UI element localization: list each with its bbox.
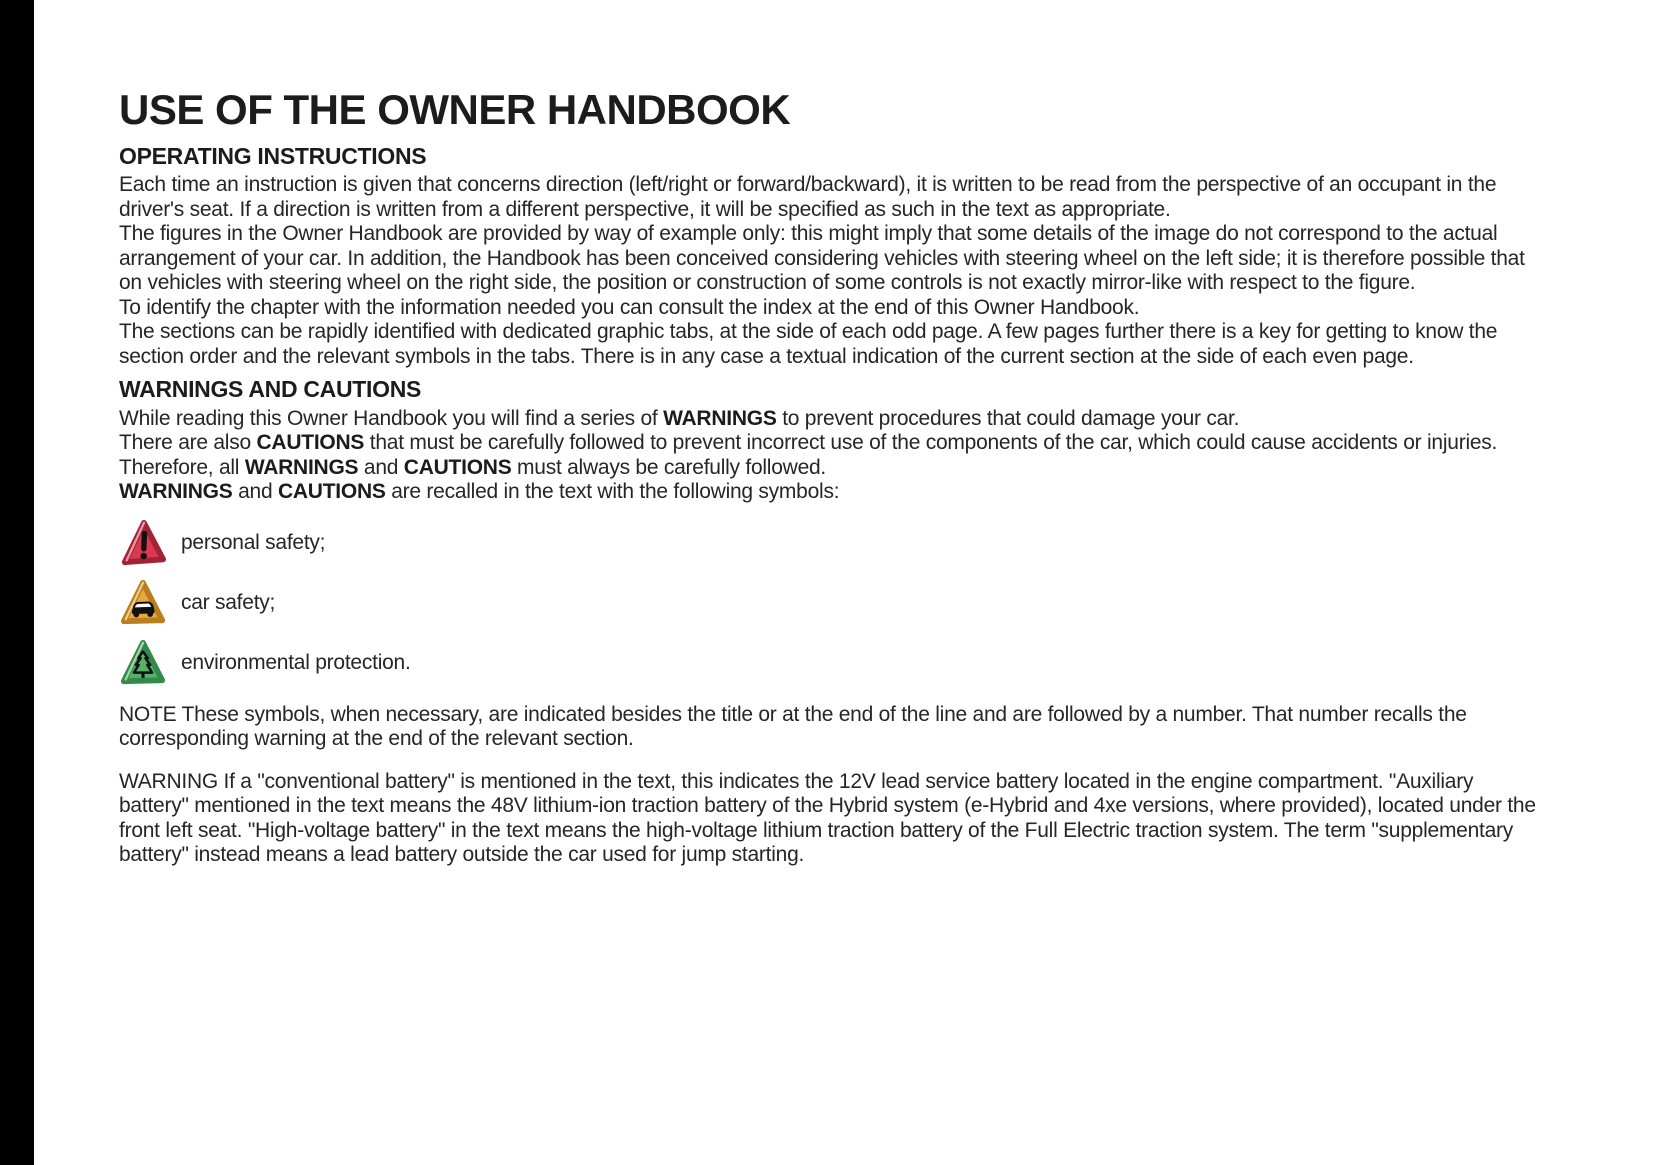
warning-battery-paragraph: WARNING If a "conventional battery" is mentioned in the text, this indicates the 12V lead service battery located in the engine compartment. "Auxiliary battery" mentioned in the text means the 48V lithium-ion traction battery of the Hybrid system (e-Hybrid and 4xe versions, where provided), located under the front left seat. "High-voltage battery" in the text means the high-voltage lithium traction battery of the Full Electric traction system. The term "supplementary battery" instead means a lead battery outside the car used for jump starting. (119, 769, 1536, 867)
section-heading-operating-instructions: OPERATING INSTRUCTIONS (119, 143, 427, 170)
environmental-protection-icon (119, 638, 167, 688)
page-title: USE OF THE OWNER HANDBOOK (119, 86, 791, 133)
symbol-label-car-safety: car safety; (181, 590, 276, 614)
page-edge-tab-bar (0, 0, 34, 1165)
paragraph-graphic-tabs: The sections can be rapidly identified with dedicated graphic tabs, at the side of each odd page. A few pages further there is a key for getting to know the section order and the relevant symbols in the tabs. There is in any case a textual indication of the current section at the side of each even page. (119, 320, 1498, 368)
car-safety-warning-icon (119, 578, 167, 628)
symbol-row-car-safety (119, 577, 1543, 629)
section-heading-warnings-and-cautions: WARNINGS AND CAUTIONS (119, 376, 422, 403)
symbol-label-environmental-protection: environmental protection. (181, 650, 411, 674)
warning-symbols-list (119, 517, 1543, 689)
personal-safety-warning-icon (119, 518, 167, 568)
paragraph-index-reference: To identify the chapter with the information needed you can consult the index at the end of this Owner Handbook. (119, 295, 1140, 319)
handbook-page-content (119, 88, 1543, 868)
paragraph-warnings-intro: While reading this Owner Handbook you will find a series of WARNINGS to prevent procedures that could damage your car. (119, 406, 1240, 430)
paragraph-cautions-intro: There are also CAUTIONS that must be carefully followed to prevent incorrect use of the components of the car, which could cause accidents or injuries. (119, 431, 1498, 455)
paragraph-follow-warnings: Therefore, all WARNINGS and CAUTIONS must always be carefully followed. (119, 455, 827, 479)
symbol-row-environmental-protection (119, 637, 1543, 689)
symbol-row-personal-safety (119, 517, 1543, 569)
note-paragraph: NOTE These symbols, when necessary, are indicated besides the title or at the end of the line and are followed by a number. That number recalls the corresponding warning at the end of the relevant section. (119, 702, 1467, 751)
symbol-label-personal-safety: personal safety; (181, 530, 326, 554)
paragraph-direction-perspective: Each time an instruction is given that concerns direction (left/right or forward/backward), it is written to be read from the perspective of an occupant in the driver's seat. If a direction is written from a different perspective, it will be specified as such in the text as appropriate. (119, 173, 1497, 221)
paragraph-figures-example: The figures in the Owner Handbook are provided by way of example only: this might imply that some details of the image do not correspond to the actual arrangement of your car. In addition, the Handbook has been conceived considering vehicles with steering wheel on the left side; it is therefore possible that on vehicles with steering wheel on the right side, the position or construction of some controls is not exactly mirror-like with respect to the figure. (119, 222, 1525, 295)
paragraph-symbols-intro: WARNINGS and CAUTIONS are recalled in the text with the following symbols: (119, 480, 840, 504)
